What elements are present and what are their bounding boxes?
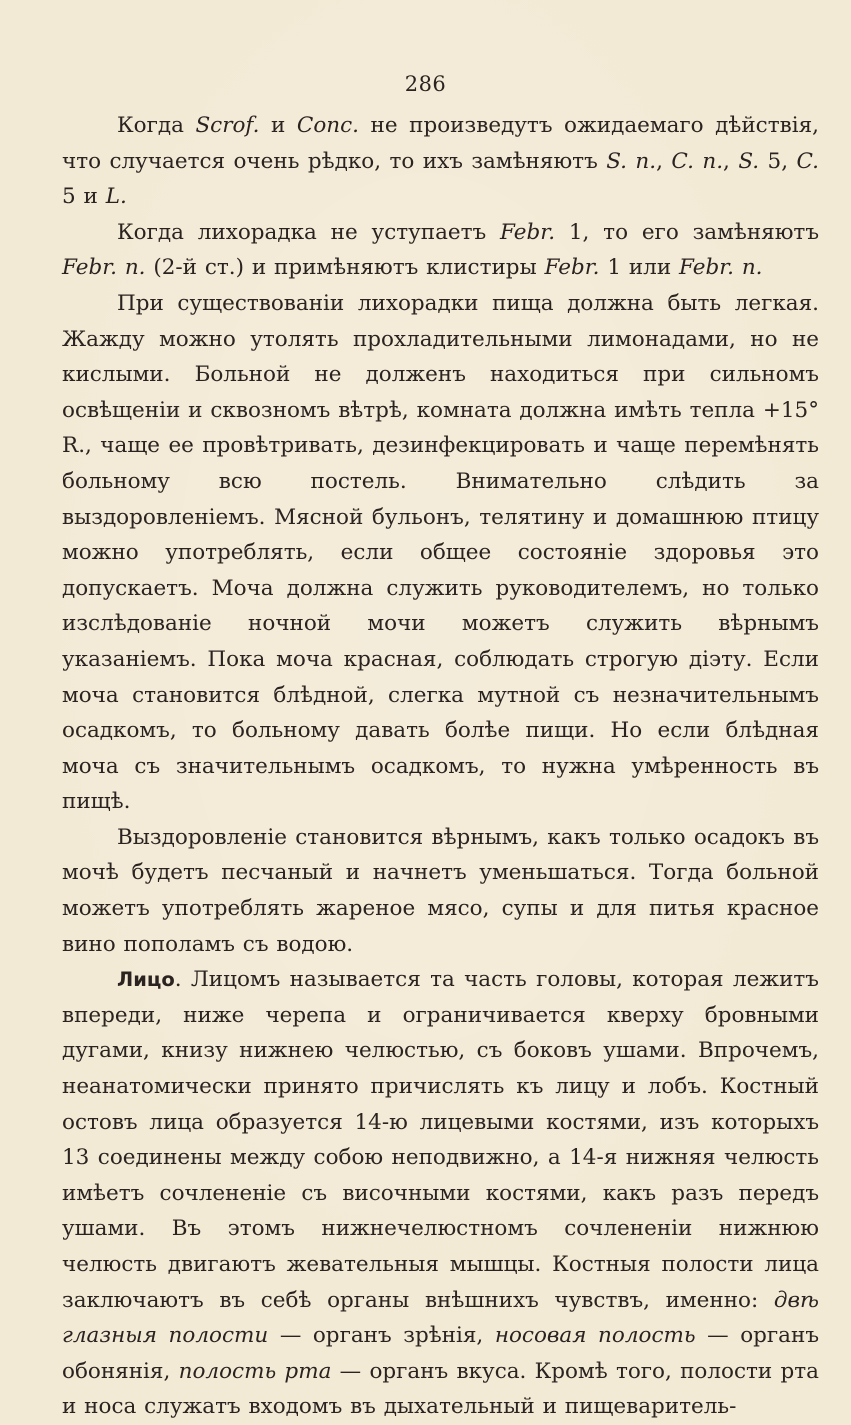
text-run: — органъ вкуса. Кромѣ того, полости рта и носа служатъ входомъ въ дыхательный и пищеваритель- <box>62 1358 819 1420</box>
text-run: , <box>723 148 739 174</box>
paragraph-fever-treatment <box>62 215 819 286</box>
text-run: (2-й ст.) и примѣняютъ клистиры <box>145 255 545 281</box>
text-run: , <box>656 148 672 174</box>
paragraph-recovery <box>62 820 819 962</box>
text-run: Когда <box>117 113 196 138</box>
page-number: 286 <box>404 72 447 96</box>
text-run: 5, <box>759 148 797 174</box>
italic-term: Scrof. <box>195 113 260 138</box>
italic-term: C. <box>796 148 820 174</box>
italic-term: двѣ глазныя полости <box>62 1287 819 1349</box>
text-run: При существованіи лихорадки пища должна быть легкая. Жажду можно утолять прохладительными лимонадами, но не кислыми. Больной не долженъ находиться при сильномъ освѣщеніи и сквозномъ вѣтрѣ, комната должна имѣть тепла +15° R., чаще ее провѣтривать, дезинфекцировать и чаще перемѣнять больному всю постель. Внимательно слѣдить за выздоровленіемъ. Мясной бульонъ, телятину и домашнюю птицу можно употреблять, если общее состояніе здоровья это допускаетъ. Моча должна служить руководителемъ, но только изслѣдованіе ночной мочи можетъ служить вѣрнымъ указаніемъ. Пока моча красная, соблюдать строгую діэту. Если моча становится блѣдной, слегка мутной съ незначительнымъ осадкомъ, то больному давать болѣе пищи. Но если блѣдная моча съ значительнымъ осадкомъ, то нужна умѣренность въ пищѣ. <box>62 290 819 815</box>
text-run: 5 и <box>62 184 106 210</box>
italic-term: S. n. <box>606 148 657 174</box>
text-run: 1, то его замѣняютъ <box>555 219 819 245</box>
italic-term: S. <box>738 148 760 174</box>
italic-term: полость рта <box>178 1358 332 1384</box>
italic-term: Febr. <box>500 219 556 245</box>
paragraph-face-entry <box>62 962 819 1425</box>
text-body <box>62 108 819 1425</box>
italic-term: L. <box>105 184 127 210</box>
italic-term: Conc. <box>296 113 359 138</box>
text-run: Когда лихорадка не уступаетъ <box>117 219 501 245</box>
italic-term: Febr. n. <box>679 255 763 281</box>
text-run: Выздоровленіе становится вѣрнымъ, какъ только осадокъ въ мочѣ будетъ песчаный и начнетъ уменьшаться. Тогда больной можетъ употреблять жареное мясо, супы и для питья красное вино пополамъ съ водою. <box>62 824 819 957</box>
text-run: — органъ обонянія, <box>62 1323 820 1384</box>
italic-term: C. n. <box>671 148 724 174</box>
italic-term: Febr. n. <box>62 255 146 281</box>
text-run: . Лицомъ называется та часть головы, которая лежитъ впереди, ниже черепа и ограничивается кверху бровными дугами, книзу нижнею челюстью, съ боковъ ушами. Впрочемъ, неанатомически принято причислять къ лицу и лобъ. Костный остовъ лица образуется 14-ю лицевыми костями, изъ которыхъ 13 соединены между собою неподвижно, а 14-я нижняя челюсть имѣетъ сочлененіе съ височными костями, какъ разъ передъ ушами. Въ этомъ нижнечелюстномъ сочлененіи нижнюю челюсть двигаютъ жевательныя мышцы. Костныя полости лица заключаютъ въ себѣ органы внѣшнихъ чувствъ, именно: <box>62 967 819 1313</box>
text-run: не произведутъ ожидаемаго дѣйствія, что случается очень рѣдко, то ихъ замѣняютъ <box>62 113 819 174</box>
text-run: 1 или <box>599 255 679 281</box>
italic-term: носовая полость <box>494 1323 696 1349</box>
text-run: и <box>259 113 297 138</box>
paragraph-remedy-substitution <box>62 108 819 215</box>
text-run: — органъ зрѣнія, <box>268 1323 495 1349</box>
paragraph-diet-during-fever <box>62 286 819 820</box>
italic-term: Febr. <box>544 255 600 281</box>
entry-heading: Лицо <box>117 968 175 992</box>
